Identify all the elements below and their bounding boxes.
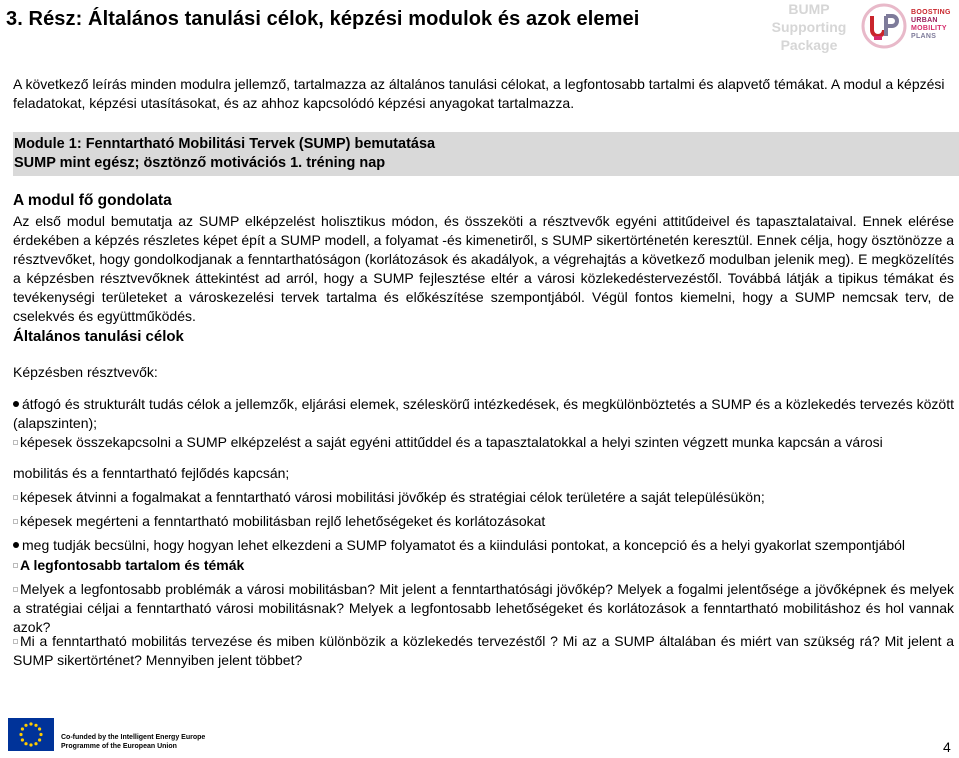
goal-item xyxy=(13,488,954,507)
goal-text: meg tudják becsülni, hogy hogyan lehet elkezdeni a SUMP folyamatot és a kiindulási pontokat, a koncepció és a helyi gyakorlat szempontjából xyxy=(22,537,906,553)
bullet-icon xyxy=(13,519,18,524)
goal-text: képesek megérteni a fenntartható mobilitásban rejlő lehetőségeket és korlátozásokat xyxy=(20,513,546,529)
goal-item xyxy=(13,512,954,531)
eu-stars-icon xyxy=(8,718,54,751)
goal-text: képesek átvinni a fogalmakat a fenntartható városi mobilitási jövőkép és stratégiai célok területére a saját településükön; xyxy=(20,489,765,505)
topic-item xyxy=(13,580,954,637)
eu-line-1: Co-funded by the Intelligent Energy Europe xyxy=(61,734,206,741)
eu-flag-icon xyxy=(8,718,54,751)
topic-text: Melyek a legfontosabb problémák a városi mobilitásban? Mit jelent a fenntarthatósági jövőkép? Melyek a fogalmi jelentősége a jövőképnek és melyek a stratégiai céljai a fenntartható városi mobilitásnak? Melyek a legfontosabb lehetőségeket és korlátozások a fenntartható mobilitáshoz és hol vannak azok? xyxy=(13,581,954,635)
bullet-icon xyxy=(13,587,18,592)
goal-item-continuation: mobilitás és a fenntartható fejlődés kapcsán; xyxy=(13,465,290,481)
page-title: 3. Rész: Általános tanulási célok, képzési modulok és azok elemei xyxy=(6,8,640,30)
goal-item xyxy=(13,536,954,555)
goal-text: átfogó és strukturált tudás célok a jellemzők, eljárási elemek, széleskörű intézkedések, és megkülönböztetés a SUMP és a közlekedés tervezés között (alapszinten); xyxy=(13,396,954,431)
bullet-icon xyxy=(13,563,18,568)
eu-cofunding-text xyxy=(61,733,205,751)
bullet-icon xyxy=(13,639,18,644)
bump-logo-text xyxy=(911,9,951,41)
module-title-line-2: SUMP mint egész; ösztönző motivációs 1. tréning nap xyxy=(14,155,386,171)
bump-logo-icon xyxy=(860,2,908,50)
goal-item xyxy=(13,433,954,452)
sump-package-label xyxy=(768,0,850,54)
logo-line-3: MOBILITY xyxy=(911,25,947,32)
logo-line-1: BOOSTING xyxy=(911,9,951,16)
bullet-icon xyxy=(13,401,19,407)
page-number: 4 xyxy=(943,739,951,755)
sump-line-1: BUMP xyxy=(788,1,830,17)
topic-text: Mi a fenntartható mobilitás tervezése és miben különbözik a közlekedés tervezéstől ? Mi az a SUMP általában és miért van szükség rá? Mit jelent a SUMP sikertörténet? Mennyiben jelent többet? xyxy=(13,633,954,668)
bullet-icon xyxy=(13,495,18,500)
intro-paragraph: A következő leírás minden modulra jellemző, tartalmazza az általános tanulási célokat, a legfontosabb tartalmi és alapvető témákat. A modul a képzési feladatokat, képzési utasításokat, és az ahhoz kapcsolódó képzési anyagokat tartalmazza. xyxy=(13,76,945,111)
topics-heading: A legfontosabb tartalom és témák xyxy=(20,557,245,573)
module-title-line-1: Module 1: Fenntartható Mobilitási Tervek (SUMP) bemutatása xyxy=(14,136,436,152)
topic-item xyxy=(13,632,954,670)
sump-line-2: Supporting xyxy=(771,19,847,35)
topics-heading-row xyxy=(13,556,954,575)
bullet-icon xyxy=(13,542,19,548)
eu-line-2: Programme of the European Union xyxy=(61,743,177,750)
sump-line-3: Package xyxy=(780,37,838,53)
logo-line-4: PLANS xyxy=(911,33,937,40)
goal-text: képesek összekapcsolni a SUMP elképzelést a saját egyéni attitűddel és a tapasztalatokkal a helyi szinten végzett munka kapcsán a városi xyxy=(20,434,883,450)
goal-item xyxy=(13,395,954,433)
goals-heading: Általános tanulási célok xyxy=(13,328,184,345)
main-idea-heading: A modul fő gondolata xyxy=(13,192,172,209)
main-idea-paragraph: Az első modul bemutatja az SUMP elképzelést holisztikus módon, és összeköti a résztvevők egyéni attitűdeivel és tapasztalataival. Ennek elérése érdekében a képzés részletes képet épít a SUMP modell, a folyamat -és kimenetiről, s SUMP sikertörténetén keresztül. Ennek célja, hogy ösztönözze a résztvevőket, hogy gondolkodjanak a fenntarthatóságon (korlátozások és akadályok, a végrehajtás a következő modulban jelenik meg). E megközelítés a képzésben résztvevőknek áttekintést ad arról, hogy a SUMP fejlesztése eltér a városi közlekedéstervezéstől. Továbbá látják a tipikus témákat és tevékenységi területeket a városkezelési tervek tartalma és előkészítése szempontjából. Végül fontos kiemelni, hogy a SUMP nemcsak terv, de cselekvés és együttműködés. xyxy=(13,213,954,324)
logo-line-2: URBAN xyxy=(911,17,938,24)
module-title-box xyxy=(13,132,959,176)
goals-subheading: Képzésben résztvevők: xyxy=(13,364,158,380)
bullet-icon xyxy=(13,440,18,445)
